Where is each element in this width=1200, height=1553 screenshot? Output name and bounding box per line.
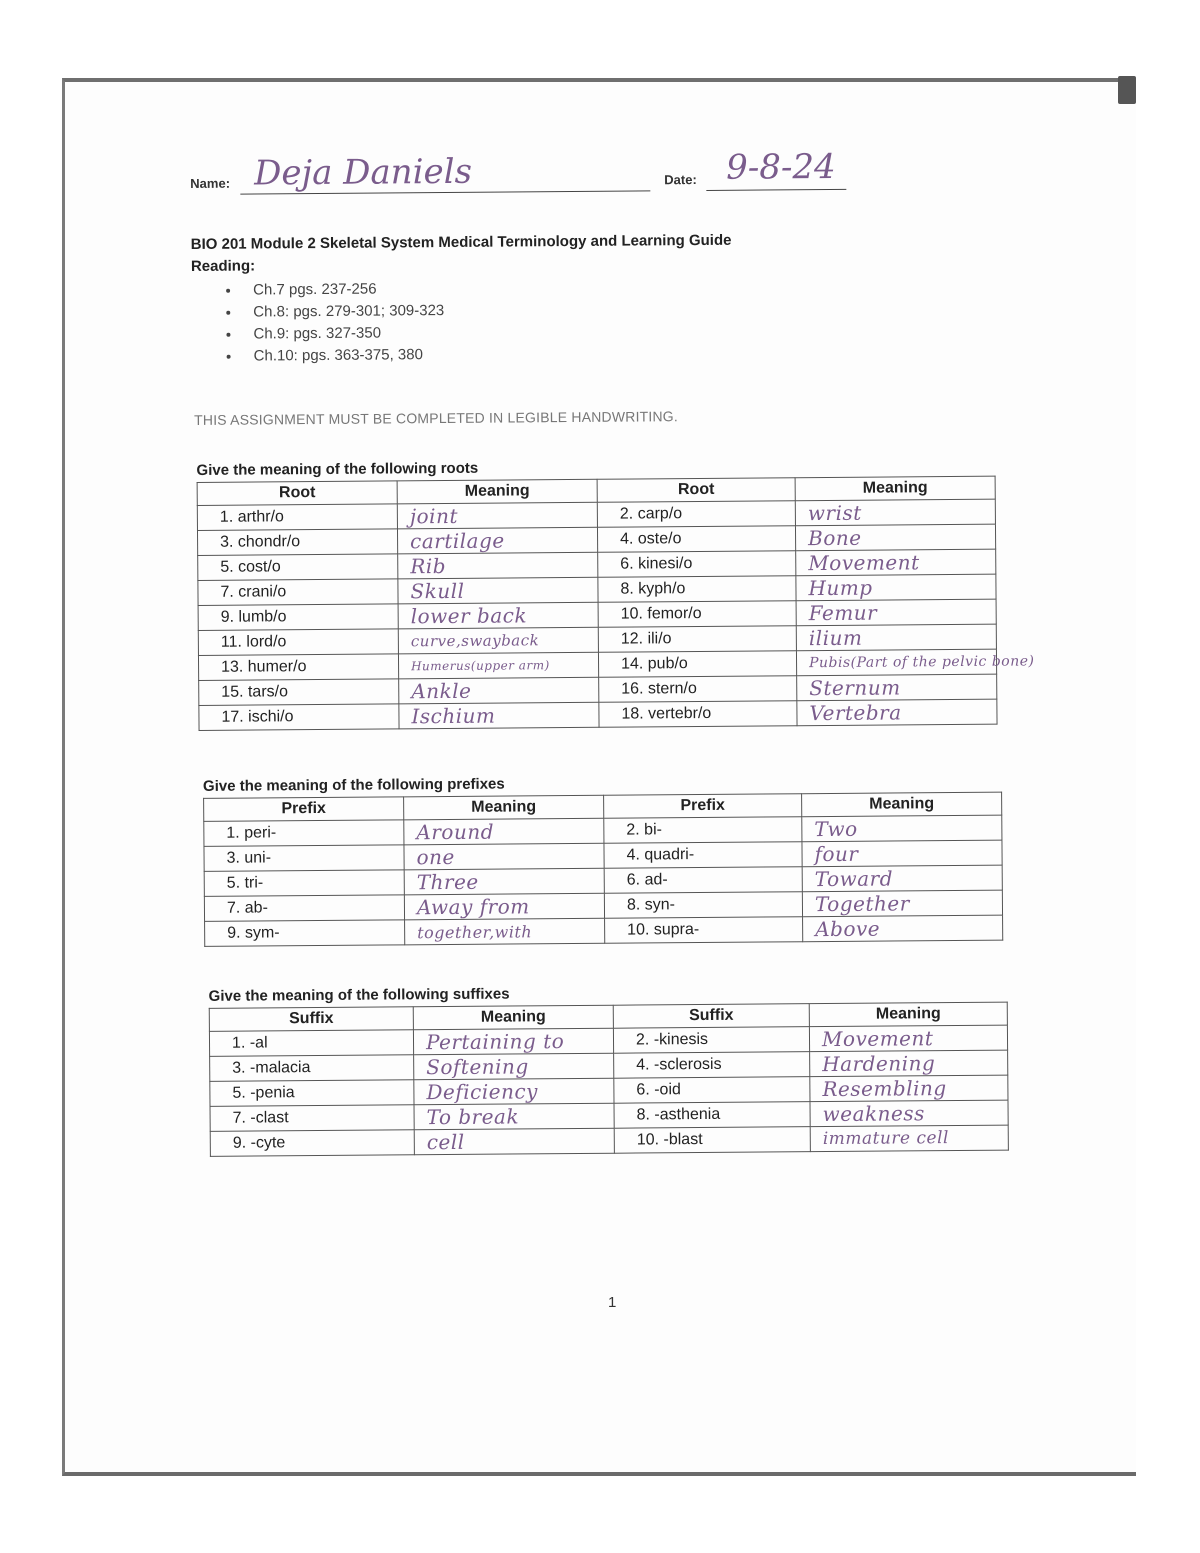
answer-cell: Movement bbox=[796, 549, 996, 576]
reading-list bbox=[221, 280, 445, 370]
term-cell: 2. bi- bbox=[604, 817, 802, 844]
reading-item: • Ch.7 pgs. 237-256 bbox=[241, 280, 444, 299]
term-cell: 7. ab- bbox=[204, 895, 404, 922]
col-header: Prefix bbox=[604, 794, 802, 819]
term-cell: 5. -penia bbox=[210, 1080, 414, 1107]
answer-cell: Pubis(Part of the pelvic bone) bbox=[796, 649, 996, 676]
answer-cell: Softening bbox=[414, 1053, 614, 1080]
answer-cell: cell bbox=[414, 1128, 614, 1155]
term-cell: 4. quadri- bbox=[604, 842, 802, 869]
prefixes-table bbox=[203, 792, 1003, 947]
answer-cell: Deficiency bbox=[414, 1078, 614, 1105]
col-header: Meaning bbox=[802, 792, 1002, 817]
term-cell: 13. humer/o bbox=[198, 654, 398, 681]
col-header: Meaning bbox=[397, 479, 597, 504]
col-header: Suffix bbox=[613, 1004, 809, 1029]
answer-cell: To break bbox=[414, 1103, 614, 1130]
term-cell: 7. crani/o bbox=[198, 579, 398, 606]
answer-cell: weakness bbox=[810, 1100, 1008, 1127]
roots-section bbox=[196, 456, 1035, 731]
answer-cell: Resembling bbox=[810, 1075, 1008, 1102]
term-cell: 7. -clast bbox=[210, 1105, 414, 1132]
col-header: Suffix bbox=[209, 1007, 413, 1032]
answer-cell: ilium bbox=[796, 624, 996, 651]
reading-label: Reading: bbox=[190, 257, 256, 275]
answer-cell: Hump bbox=[796, 574, 996, 601]
reading-item: • Ch.8: pgs. 279-301; 309-323 bbox=[241, 302, 444, 321]
reading-item: • Ch.9: pgs. 327-350 bbox=[241, 324, 444, 343]
term-cell: 17. ischi/o bbox=[199, 704, 399, 731]
col-header: Meaning bbox=[413, 1005, 613, 1030]
answer-cell: Movement bbox=[809, 1025, 1007, 1052]
name-label: Name: bbox=[190, 175, 231, 191]
term-cell: 2. -kinesis bbox=[613, 1027, 809, 1054]
term-cell: 6. kinesi/o bbox=[598, 551, 796, 578]
term-cell: 10. -blast bbox=[614, 1127, 810, 1154]
answer-cell: Above bbox=[803, 915, 1003, 942]
roots-table bbox=[197, 476, 1035, 731]
answer-cell: Femur bbox=[796, 599, 996, 626]
answer-cell: Pertaining to bbox=[413, 1028, 613, 1055]
term-cell: 11. lord/o bbox=[198, 629, 398, 656]
answer-cell: four bbox=[802, 840, 1002, 867]
answer-cell: Rib bbox=[398, 552, 598, 579]
answer-cell: Ankle bbox=[399, 677, 599, 704]
answer-cell: wrist bbox=[795, 499, 995, 526]
roots-title: Give the meaning of the following roots bbox=[196, 459, 479, 479]
term-cell: 5. cost/o bbox=[198, 554, 398, 581]
answer-cell: Away from bbox=[404, 893, 604, 920]
handwriting-notice: THIS ASSIGNMENT MUST BE COMPLETED IN LEGIBLE HANDWRITING. bbox=[194, 408, 679, 428]
term-cell: 3. chondr/o bbox=[197, 529, 397, 556]
answer-cell: curve,swayback bbox=[398, 627, 598, 654]
term-cell: 1. arthr/o bbox=[197, 504, 397, 531]
col-header: Root bbox=[197, 481, 397, 506]
answer-cell: Two bbox=[802, 815, 1002, 842]
term-cell: 6. -oid bbox=[614, 1077, 810, 1104]
suffixes-section bbox=[209, 982, 1008, 1157]
term-cell: 3. uni- bbox=[204, 845, 404, 872]
answer-cell: Vertebra bbox=[797, 699, 997, 726]
col-header: Prefix bbox=[204, 797, 404, 822]
term-cell: 18. vertebr/o bbox=[599, 701, 797, 728]
header-row bbox=[190, 143, 1020, 200]
answer-cell: Together bbox=[802, 890, 1002, 917]
page-title: BIO 201 Module 2 Skeletal System Medical Terminology and Learning Guide bbox=[190, 231, 732, 253]
suffixes-table bbox=[209, 1002, 1009, 1157]
term-cell: 16. stern/o bbox=[599, 676, 797, 703]
answer-cell: Around bbox=[404, 818, 604, 845]
answer-cell: Sternum bbox=[797, 674, 997, 701]
answer-cell: together,with bbox=[405, 918, 605, 945]
answer-cell: cartilage bbox=[397, 527, 597, 554]
prefixes-section bbox=[203, 772, 1002, 947]
term-cell: 9. -cyte bbox=[210, 1130, 414, 1157]
page-number: 1 bbox=[608, 1294, 617, 1311]
answer-cell: Bone bbox=[795, 524, 995, 551]
col-header: Root bbox=[597, 478, 795, 503]
term-cell: 14. pub/o bbox=[598, 651, 796, 678]
worksheet-content bbox=[190, 143, 1035, 1155]
reading-item: • Ch.10: pgs. 363-375, 380 bbox=[242, 346, 445, 365]
answer-cell: lower back bbox=[398, 602, 598, 629]
term-cell: 10. supra- bbox=[605, 917, 803, 944]
answer-cell: immature cell bbox=[810, 1125, 1008, 1152]
answer-cell: joint bbox=[397, 502, 597, 529]
col-header: Meaning bbox=[404, 795, 604, 820]
term-cell: 8. kyph/o bbox=[598, 576, 796, 603]
answer-cell: Skull bbox=[398, 577, 598, 604]
term-cell: 3. -malacia bbox=[210, 1055, 414, 1082]
date-label: Date: bbox=[664, 172, 697, 188]
name-value: Deja Daniels bbox=[254, 151, 473, 194]
suffixes-title: Give the meaning of the following suffixes bbox=[208, 985, 510, 1005]
term-cell: 4. -sclerosis bbox=[614, 1052, 810, 1079]
term-cell: 2. carp/o bbox=[597, 501, 795, 528]
term-cell: 8. -asthenia bbox=[614, 1102, 810, 1129]
term-cell: 1. peri- bbox=[204, 820, 404, 847]
col-header: Meaning bbox=[809, 1002, 1007, 1027]
answer-cell: Toward bbox=[802, 865, 1002, 892]
answer-cell: Three bbox=[404, 868, 604, 895]
term-cell: 12. ili/o bbox=[598, 626, 796, 653]
prefixes-title: Give the meaning of the following prefixes bbox=[202, 775, 505, 795]
photo-background bbox=[0, 0, 62, 1553]
answer-cell: Hardening bbox=[810, 1050, 1008, 1077]
term-cell: 10. femor/o bbox=[598, 601, 796, 628]
date-value: 9-8-24 bbox=[725, 146, 836, 188]
term-cell: 9. sym- bbox=[205, 920, 405, 947]
term-cell: 15. tars/o bbox=[199, 679, 399, 706]
term-cell: 9. lumb/o bbox=[198, 604, 398, 631]
date-line bbox=[706, 189, 846, 191]
col-header: Meaning bbox=[795, 476, 995, 501]
term-cell: 4. oste/o bbox=[597, 526, 795, 553]
answer-cell: Ischium bbox=[399, 702, 599, 729]
binder-clip bbox=[1118, 76, 1136, 104]
answer-cell: one bbox=[404, 843, 604, 870]
term-cell: 5. tri- bbox=[204, 870, 404, 897]
term-cell: 8. syn- bbox=[604, 892, 802, 919]
term-cell: 1. -al bbox=[209, 1030, 413, 1057]
answer-cell: Humerus(upper arm) bbox=[398, 652, 598, 679]
term-cell: 6. ad- bbox=[604, 867, 802, 894]
